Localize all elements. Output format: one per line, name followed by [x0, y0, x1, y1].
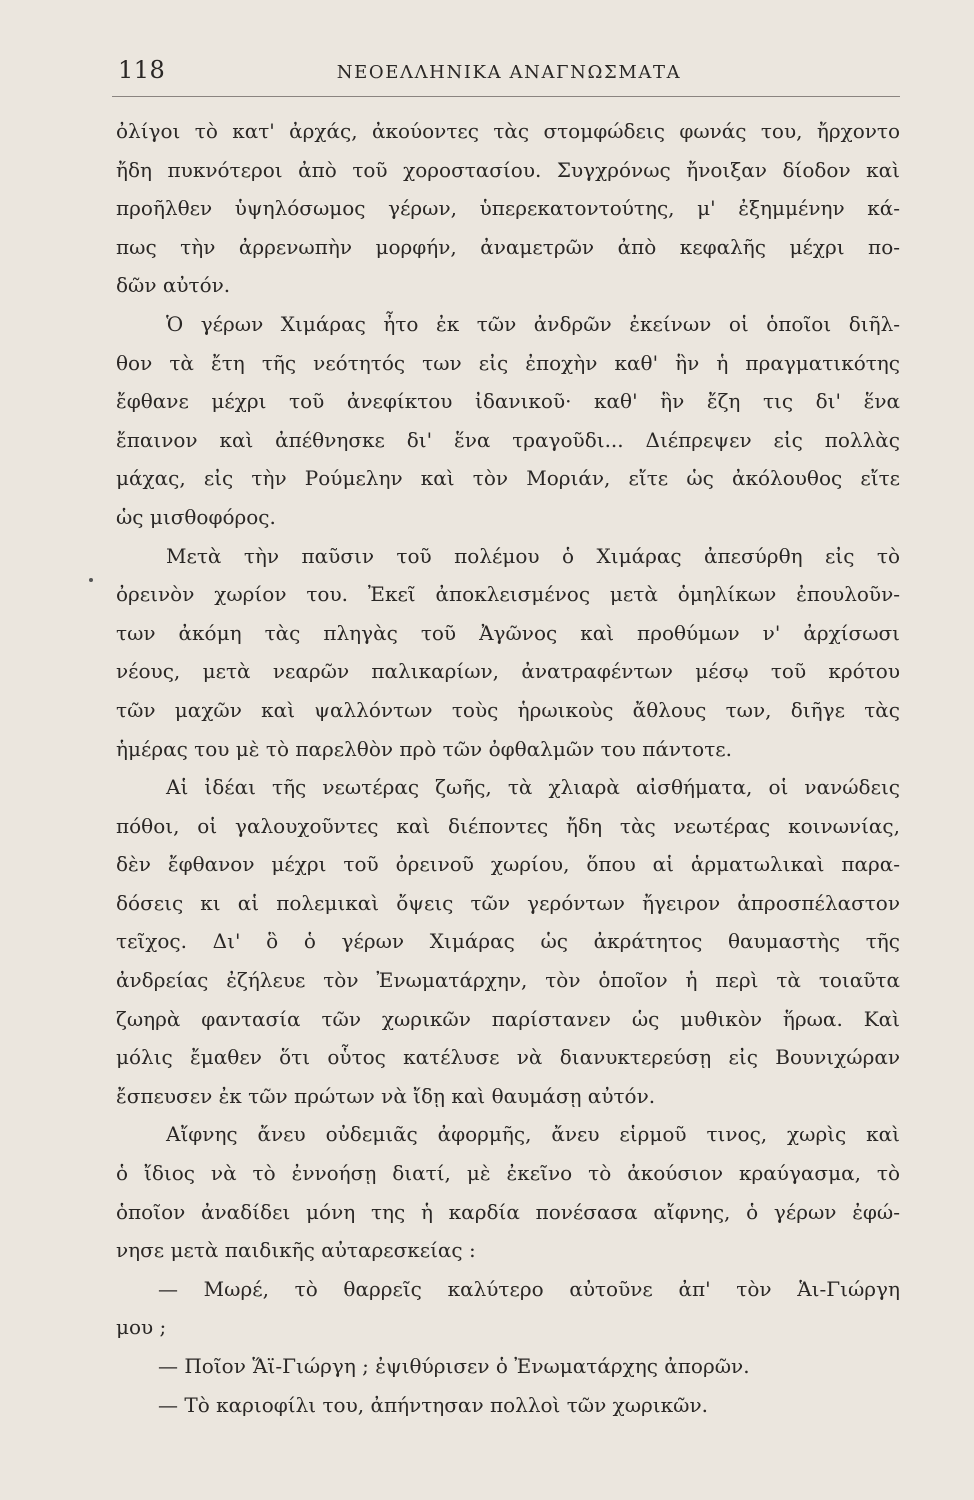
text-line: μάχας, εἰς τὴν Ρούμελην καὶ τὸν Μοριάν, εἴτε ὡς ἀκόλουθος εἴτε [116, 466, 900, 491]
text-line: δὲν ἔφθανον μέχρι τοῦ ὀρεινοῦ χωρίου, ὅπου αἱ ἁρματωλικαὶ παρα- [116, 852, 900, 877]
text-line: πόθοι, οἱ γαλουχοῦντες καὶ διέποντες ἤδη τὰς νεωτέρας κοινωνίας, [116, 813, 900, 838]
body-text [116, 112, 900, 1424]
text-line: Αἱ ἰδέαι τῆς νεωτέρας ζωῆς, τὰ χλιαρὰ αἰσθήματα, οἱ νανώδεις [166, 775, 900, 800]
text-line: νησε μετὰ παιδικῆς αὐταρεσκείας : [116, 1238, 476, 1263]
text-line: ἤδη πυκνότεροι ἀπὸ τοῦ χοροστασίου. Συγχρόνως ἤνοιξαν δίοδον καὶ [116, 157, 900, 182]
text-line: μόλις ἔμαθεν ὅτι οὗτος κατέλυσε νὰ διανυκτερεύσῃ εἰς Βουνιχώραν [116, 1045, 900, 1070]
dialogue-line: — Ποῖον Ἅϊ-Γιώργη ; ἐψιθύρισεν ὁ Ἐνωματάρχης ἀπορῶν. [158, 1354, 750, 1378]
text-line: ἀνδρείας ἐζήλευε τὸν Ἐνωματάρχην, τὸν ὁποῖον ἡ περὶ τὰ τοιαῦτα [116, 968, 900, 993]
text-line: ζωηρὰ φαντασία τῶν χωρικῶν παρίστανεν ὡς μυθικὸν ἥρωα. Καὶ [116, 1006, 900, 1031]
text-line: τῶν μαχῶν καὶ ψαλλόντων τοὺς ἡρωικοὺς ἄθλους των, διῆγε τὰς [116, 697, 900, 722]
dialogue-line: — Τὸ καριοφίλι του, ἀπήντησαν πολλοὶ τῶν χωρικῶν. [158, 1392, 708, 1417]
text-line: δόσεις κι αἱ πολεμικαὶ ὄψεις τῶν γερόντων ἤγειρον ἀπροσπέλαστον [116, 890, 900, 915]
text-line: Ὁ γέρων Χιμάρας ἦτο ἐκ τῶν ἀνδρῶν ἐκείνων οἱ ὁποῖοι διῆλ- [166, 311, 900, 336]
text-line: ὀρεινὸν χωρίον του. Ἐκεῖ ἀποκλεισμένος μετὰ ὁμηλίκων ἐπουλοῦν- [116, 582, 900, 607]
text-line: μου ; [116, 1315, 167, 1340]
text-line: Αἴφνης ἄνευ οὐδεμιᾶς ἀφορμῆς, ἄνευ εἱρμοῦ τινος, χωρὶς καὶ [166, 1122, 900, 1147]
text-line: ἔσπευσεν ἐκ τῶν πρώτων νὰ ἴδῃ καὶ θαυμάσῃ αὐτόν. [116, 1083, 656, 1108]
header-rule [112, 96, 900, 97]
text-line: ἔπαινον καὶ ἀπέθνησκε δι' ἕνα τραγοῦδι... Διέπρεψεν εἰς πολλὰς [116, 427, 900, 452]
text-line: των ἀκόμη τὰς πληγὰς τοῦ Ἀγῶνος καὶ προθύμων ν' ἀρχίσωσι [116, 620, 900, 645]
margin-mark [89, 578, 93, 582]
text-line: Μετὰ τὴν παῦσιν τοῦ πολέμου ὁ Χιμάρας ἀπεσύρθη εἰς τὸ [166, 543, 900, 568]
text-line: ἡμέρας του μὲ τὸ παρελθὸν πρὸ τῶν ὀφθαλμῶν του πάντοτε. [116, 736, 732, 761]
running-title: ΝΕΟΕΛΛΗΝΙΚΑ ΑΝΑΓΝΩΣΜΑΤΑ [336, 62, 682, 83]
page-header [118, 52, 900, 92]
dialogue-line: — Μωρέ, τὸ θαρρεῖς καλύτερο αὐτοῦνε ἀπ' τὸν Ἁι-Γιώργη [158, 1276, 900, 1301]
text-line: προῆλθεν ὑψηλόσωμος γέρων, ὑπερεκατοντούτης, μ' ἐξημμένην κά- [116, 196, 900, 221]
text-line: ἔφθανε μέχρι τοῦ ἀνεφίκτου ἰδανικοῦ· καθ' ἣν ἔζη τις δι' ἕνα [116, 389, 900, 414]
text-line: τεῖχος. Δι' ὃ ὁ γέρων Χιμάρας ὡς ἀκράτητος θαυμαστὴς τῆς [116, 929, 900, 954]
page-number: 118 [118, 56, 166, 84]
text-line: ὡς μισθοφόρος. [116, 504, 276, 529]
text-line: δῶν αὐτόν. [116, 273, 231, 298]
text-line: νέους, μετὰ νεαρῶν παλικαρίων, ἀνατραφέντων μέσῳ τοῦ κρότου [116, 659, 900, 684]
text-line: ὀλίγοι τὸ κατ' ἀρχάς, ἀκούοντες τὰς στομφώδεις φωνάς του, ἤρχοντο [116, 119, 900, 143]
text-line: θον τὰ ἔτη τῆς νεότητός των εἰς ἐποχὴν καθ' ἣν ἡ πραγματικότης [116, 350, 900, 375]
text-line: ὁ ἴδιος νὰ τὸ ἐννοήσῃ διατί, μὲ ἐκεῖνο τὸ ἀκούσιον κραύγασμα, τὸ [116, 1161, 900, 1186]
text-line: ὁποῖον ἀναδίδει μόνη της ἡ καρδία πονέσασα αἴφνης, ὁ γέρων ἐφώ- [116, 1199, 900, 1224]
text-line: πως τὴν ἀρρενωπὴν μορφήν, ἀναμετρῶν ἀπὸ κεφαλῆς μέχρι πο- [116, 234, 900, 259]
